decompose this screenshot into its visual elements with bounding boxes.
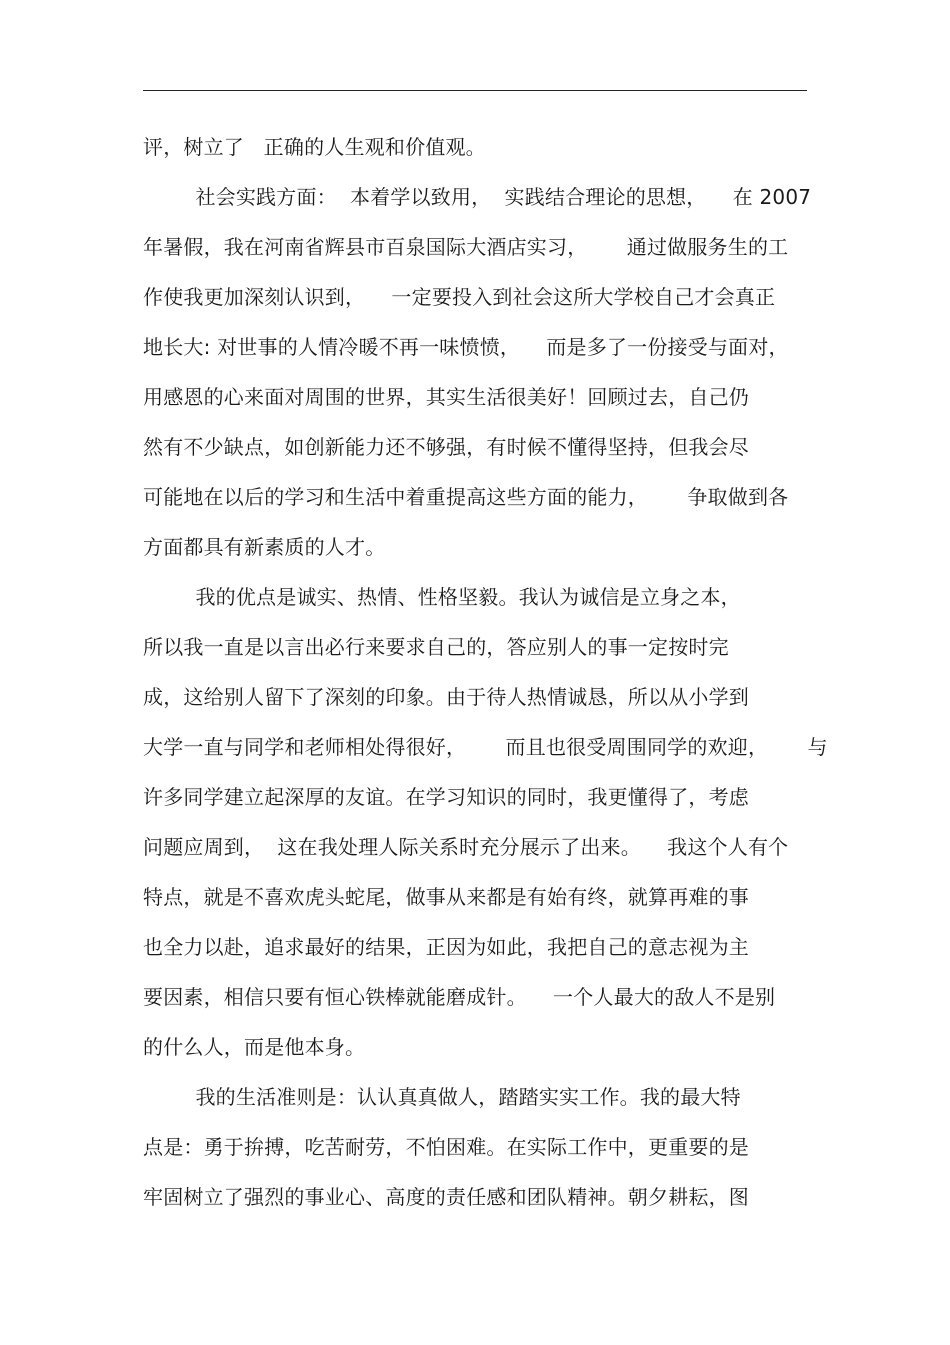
text-line: 要因素，相信只要有恒心铁棒就能磨成针。 一个人最大的敌人不是别: [143, 985, 776, 1009]
text-line: 可能地在以后的学习和生活中着重提高这些方面的能力， 争取做到各: [143, 485, 789, 509]
text-line: 我的优点是诚实、热情、性格坚毅。我认为诚信是立身之本，: [143, 585, 741, 609]
body-text: [143, 122, 828, 1222]
text-line: 社会实践方面： 本着学以致用， 实践结合理论的思想， 在 2007: [143, 185, 812, 209]
text-line: 许多同学建立起深厚的友谊。在学习知识的同时，我更懂得了，考虑: [143, 785, 749, 809]
text-line: 然有不少缺点，如创新能力还不够强，有时候不懂得坚持，但我会尽: [143, 435, 749, 459]
text-line: 问题应周到， 这在我处理人际关系时充分展示了出来。 我这个人有个: [143, 835, 789, 859]
text-line: 评，树立了 正确的人生观和价值观。: [143, 135, 486, 159]
header-rule: [143, 90, 807, 91]
text-line: 大学一直与同学和老师相处得很好， 而且也很受周围同学的欢迎， 与: [143, 735, 828, 759]
text-line: 所以我一直是以言出必行来要求自己的，答应别人的事一定按时完: [143, 635, 729, 659]
text-line: 牢固树立了强烈的事业心、高度的责任感和团队精神。朝夕耕耘，图: [143, 1185, 749, 1209]
text-line: 地长大: 对世事的人情冷暖不再一味愤愤， 而是多了一份接受与面对，: [143, 335, 789, 359]
text-line: 年暑假，我在河南省辉县市百泉国际大酒店实习， 通过做服务生的工: [143, 235, 789, 259]
text-line: 成，这给别人留下了深刻的印象。由于待人热情诚恳，所以从小学到: [143, 685, 749, 709]
text-line: 点是：勇于拚搏，吃苦耐劳，不怕困难。在实际工作中，更重要的是: [143, 1135, 749, 1159]
text-line: 也全力以赴，追求最好的结果，正因为如此，我把自己的意志视为主: [143, 935, 749, 959]
text-line: 用感恩的心来面对周围的世界，其实生活很美好！回顾过去，自己仍: [143, 385, 749, 409]
text-line: 方面都具有新素质的人才。: [143, 535, 386, 559]
text-line: 我的生活准则是：认认真真做人，踏踏实实工作。我的最大特: [143, 1085, 741, 1109]
text-line: 作使我更加深刻认识到， 一定要投入到社会这所大学校自己才会真正: [143, 285, 776, 309]
text-line: 的什么人，而是他本身。: [143, 1035, 366, 1059]
text-line: 特点，就是不喜欢虎头蛇尾，做事从来都是有始有终，就算再难的事: [143, 885, 749, 909]
